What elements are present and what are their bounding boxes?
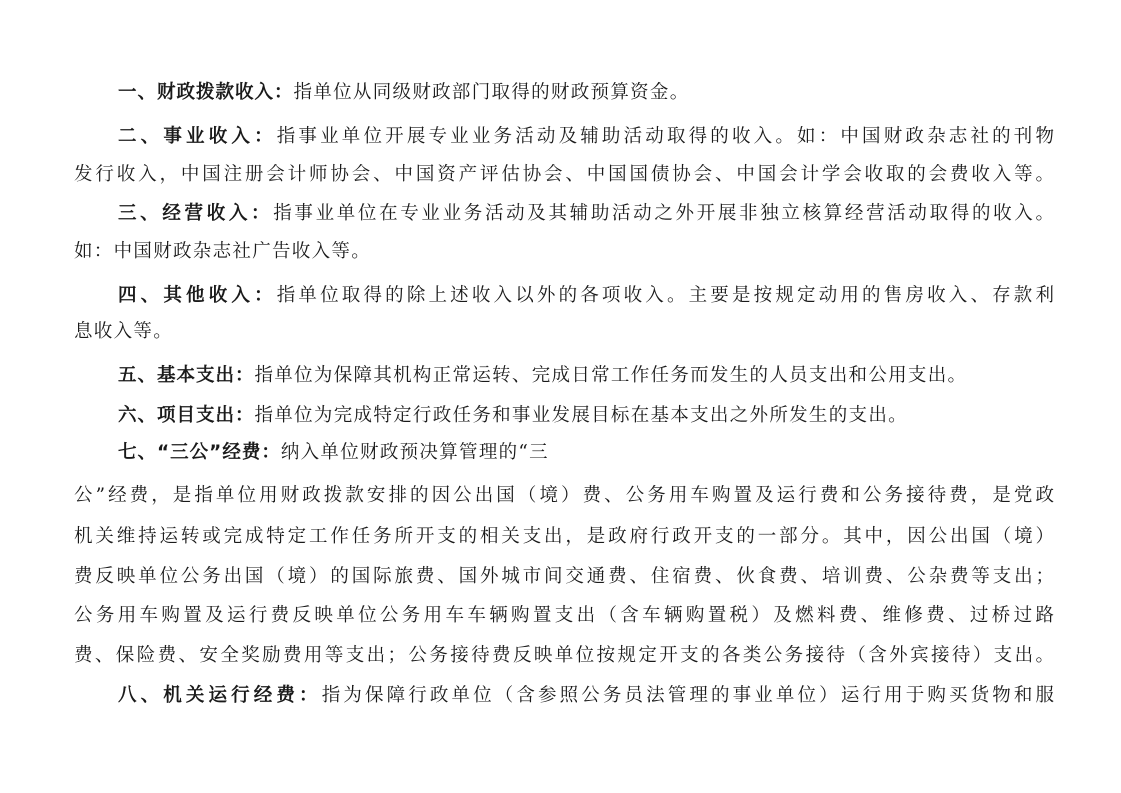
term-fiscal-appropriation-income: 一、财政拨款收入： (118, 82, 294, 103)
term-business-income: 二、事业收入： (118, 126, 277, 147)
paragraph-1 (118, 78, 1054, 108)
definition-text: 指事业单位在专业业务活动及其辅助活动之外开展非独立核算经营活动取得的收入。 (273, 203, 1054, 224)
paragraph-4-line-2: 息收入等。 (74, 321, 174, 342)
paragraph-7-line-5: 公务用车购置及运行费反映单位公务用车车辆购置支出（含车辆购置税）及燃料费、维修费、过桥过路 (74, 605, 1054, 626)
paragraph-8 (118, 681, 1054, 711)
paragraph-3-line-2: 如：中国财政杂志社广告收入等。 (74, 241, 372, 262)
definition-text: 指单位为保障其机构正常运转、完成日常工作任务而发生的人员支出和公用支出。 (254, 365, 968, 386)
term-project-expenditure: 六、项目支出： (118, 405, 255, 426)
paragraph-6 (118, 401, 1054, 431)
paragraph-2 (118, 122, 1054, 152)
term-three-public-expenses: 七、“三公”经费： (118, 442, 281, 463)
term-basic-expenditure: 五、基本支出： (118, 365, 255, 386)
term-agency-operating-funds: 八、机关运行经费： (118, 685, 322, 706)
paragraph-7-line-4: 费反映单位公务出国（境）的国际旅费、国外城市间交通费、住宿费、伙食费、培训费、公杂费等支出； (74, 566, 1054, 587)
paragraph-7-line-6: 费、保险费、安全奖励费用等支出；公务接待费反映单位按规定开支的各类公务接待（含外宾接待）支出。 (74, 645, 1054, 666)
definition-text: 纳入单位财政预决算管理的“三 (280, 442, 549, 463)
paragraph-7 (118, 438, 1054, 468)
paragraph-4 (118, 281, 1054, 311)
definition-text: 指事业单位开展专业业务活动及辅助活动取得的收入。如：中国财政杂志社的刊物 (276, 126, 1054, 147)
paragraph-7-line-2: 公”经费，是指单位用财政拨款安排的因公出国（境）费、公务用车购置及运行费和公务接待费，是党政 (74, 485, 1054, 506)
paragraph-5 (118, 361, 1054, 391)
definition-text: 指单位取得的除上述收入以外的各项收入。主要是按规定动用的售房收入、存款利 (276, 285, 1054, 306)
definition-text: 指为保障行政单位（含参照公务员法管理的事业单位）运行用于购买货物和服 (321, 685, 1054, 706)
definition-text: 指单位从同级财政部门取得的财政预算资金。 (293, 82, 690, 103)
paragraph-3 (118, 199, 1054, 229)
term-other-income: 四、其他收入： (118, 285, 277, 306)
definition-text: 指单位为完成特定行政任务和事业发展目标在基本支出之外所发生的支出。 (254, 405, 908, 426)
paragraph-7-line-3: 机关维持运转或完成特定工作任务所开支的相关支出，是政府行政开支的一部分。其中，因公出国（境） (74, 526, 1054, 547)
term-operating-income: 三、经营收入： (118, 203, 274, 224)
paragraph-2-line-2: 发行收入，中国注册会计师协会、中国资产评估协会、中国国债协会、中国会计学会收取的会费收入等。 (74, 164, 1054, 185)
